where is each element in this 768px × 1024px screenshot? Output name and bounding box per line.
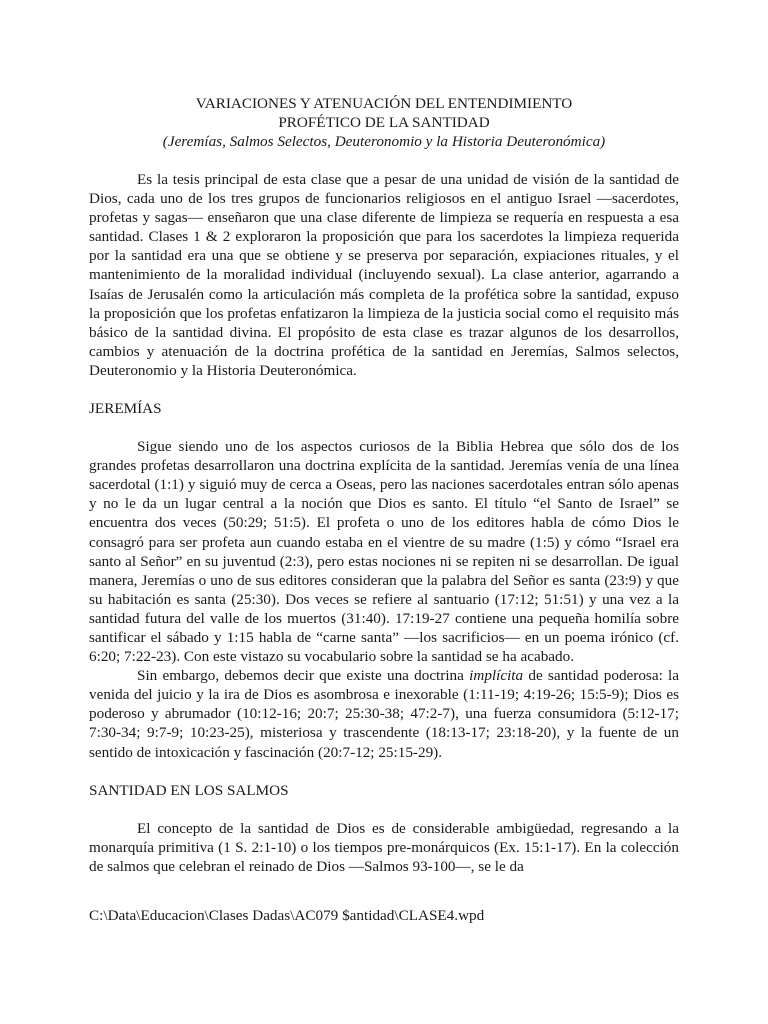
title-line-2: PROFÉTICO DE LA SANTIDAD <box>278 114 490 131</box>
jeremias-paragraph-2-end: de santidad poderosa: la venida del juicio y la ira de Dios es asombrosa e inexorable (1:11-19; 4:19-26; 15:5-9); Dios es poderoso y abrumador (10:12-16; 20:7; 25:30-38; 47:2-7), una fuerza consumidora (5:12-17; 7:30-34; 9:7-9; 10:23-25), misteriosa y trascendente (18:13-17; 23:18-20), y la fuente de un sentido de intoxicación y fascinación (20:7-12; 25:15-29). <box>89 667 679 761</box>
document-title <box>89 94 679 151</box>
jeremias-paragraph-2 <box>89 666 679 761</box>
salmos-paragraph-1: El concepto de la santidad de Dios es de considerable ambigüedad, regresando a la monarquía primitiva (1 S. 2:1-10) o los tiempos pre-monárquicos (Ex. 15:1-17). En la colección de salmos que celebran el reinado de Dios —Salmos 93-100—, se le da <box>89 819 679 875</box>
implicita-emphasis: implícita <box>469 667 524 685</box>
spacer <box>89 800 679 819</box>
spacer <box>89 380 679 399</box>
intro-paragraph: Es la tesis principal de esta clase que a pesar de una unidad de visión de la santidad de Dios, cada uno de los tres grupos de funcionarios religiosos en el antiguo Israel —sacerdotes, profetas y sagas— enseñaron que una clase diferente de limpieza se requería en respuesta a esa santidad. Clases 1 & 2 exploraron la proposición que para los sacerdotes la limpieza requerida por la santidad era una que se obtiene y se preserva por separación, expiaciones rituales, y el mantenimiento de la moralidad individual (incluyendo sexual). La clase anterior, agarrando a Isaías de Jerusalén como la articulación más completa de la profética sobre la santidad, expuso la proposición que los profetas enfatizaron la limpieza de la justicia social como el requisito más básico de la santidad divina. El propósito de esta clase es trazar algunos de los desarrollos, cambios y atenuación de la doctrina profética de la santidad en Jeremías, Salmos selectos, Deuteronomio y la Historia Deuteronómica. <box>89 171 679 379</box>
document-subtitle: (Jeremías, Salmos Selectos, Deuteronomio y la Historia Deuteronómica) <box>162 133 606 150</box>
spacer <box>89 418 679 437</box>
spacer <box>89 762 679 781</box>
spacer <box>89 151 679 170</box>
section-heading-salmos: SANTIDAD EN LOS SALMOS <box>89 781 289 799</box>
title-line-1: VARIACIONES Y ATENUACIÓN DEL ENTENDIMIENTO <box>195 95 573 112</box>
section-heading-jeremias: JEREMÍAS <box>89 400 162 418</box>
jeremias-paragraph-2-start: Sin embargo, debemos decir que existe una doctrina <box>137 667 470 685</box>
file-path-footer: C:\Data\Educacion\Clases Dadas\AC079 $antidad\CLASE4.wpd <box>89 907 485 924</box>
jeremias-paragraph-1: Sigue siendo uno de los aspectos curiosos de la Biblia Hebrea que sólo dos de los grandes profetas desarrollaron una doctrina explícita de la santidad. Jeremías venía de una línea sacerdotal (1:1) y siguió muy de cerca a Oseas, pero las naciones sacerdotales entran sólo apenas y no le da un lugar central a la noción que Dios es santo. El título “el Santo de Israel” se encuentra dos veces (50:29; 51:5). El profeta o uno de los editores habla de cómo Dios le consagró para ser profeta aun cuando estaba en el vientre de su madre (1:5) y cómo “Israel era santo al Señor” en su juventud (2:3), pero estas nociones ni se repiten ni se desarrollan. De igual manera, Jeremías o uno de sus editores consideran que la palabra del Señor es santa (23:9) y que su habitación es santa (25:30). Dos veces se refiere al santuario (17:12; 51:51) y una vez a la santidad futura del valle de los muertos (31:40). 17:19-27 contiene una pequeña homilía sobre santificar el sábado y 1:15 habla de “carne santa” —los sacrificios— en un poema irónico (cf. 6:20; 7:22-23). Con este vistazo su vocabulario sobre la santidad se ha acabado. <box>89 438 679 666</box>
document-page <box>89 94 679 876</box>
